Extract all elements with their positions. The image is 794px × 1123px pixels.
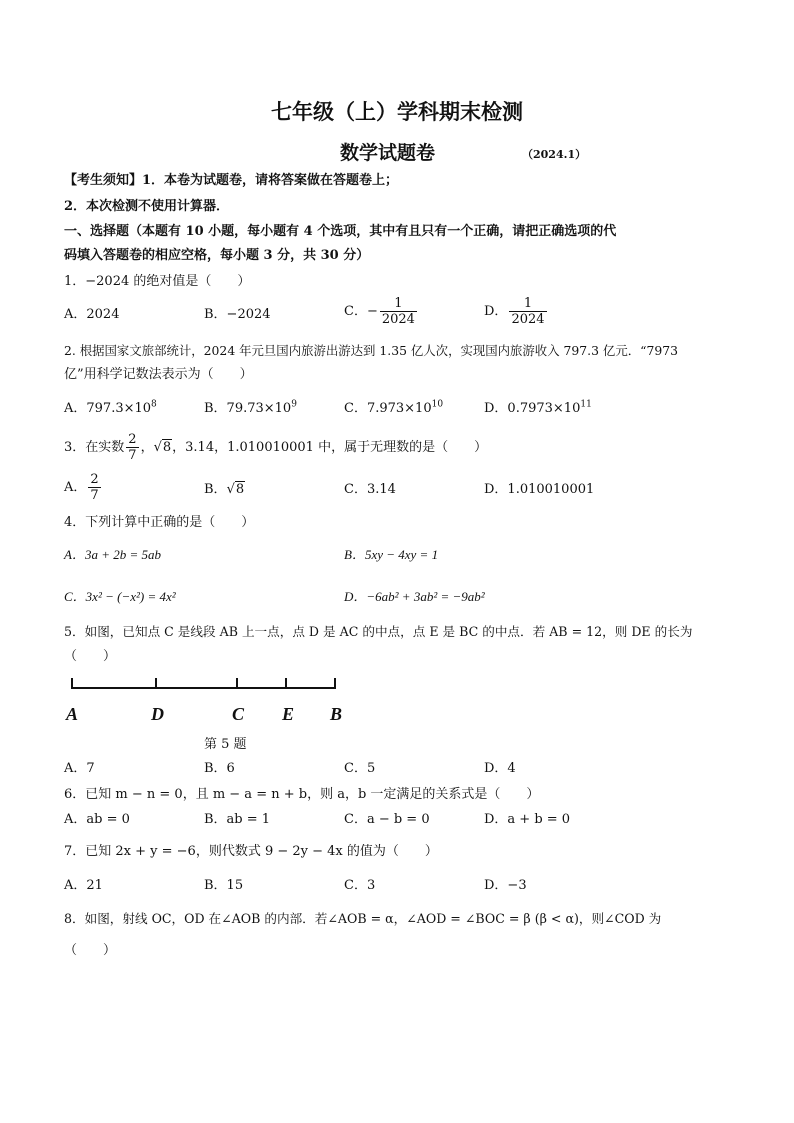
question-2-line-1: 2. 根据国家文旅部统计，2024 年元旦国内旅游出游达到 1.35 亿人次，实现国内旅游收入 797.3 亿元．“7973 [64, 343, 678, 358]
option-prefix: A． [64, 480, 87, 495]
question-4-option-d: D．−6ab² + 3ab² = −9ab² [344, 589, 485, 604]
question-5-segment-figure [60, 670, 360, 700]
option-exponent: 9 [291, 399, 297, 410]
question-4-option-c: C．3x² − (−x²) = 4x² [64, 589, 176, 604]
question-3-fraction [126, 432, 138, 463]
fraction-denominator: 7 [90, 488, 99, 503]
question-5-line-1: 5．如图，已知点 C 是线段 AB 上一点，点 D 是 AC 的中点，点 E 是 BC 的中点．若 AB = 12，则 DE 的长为 [64, 624, 693, 639]
exam-title: 七年级（上）学科期末检测 [271, 99, 523, 124]
question-8-line-2: （ ） [64, 943, 117, 958]
question-4-option-a: A．3a + 2b = 5ab [64, 547, 161, 562]
option-exponent: 10 [431, 399, 444, 410]
option-text: D．0.7973×10 [484, 401, 581, 416]
notice-line-1: 【考生须知】1．本卷为试题卷，请将答案做在答题卷上； [64, 173, 399, 188]
question-5-line-2: （ ） [64, 649, 117, 664]
question-5-figure-caption: 第 5 题 [204, 737, 247, 752]
question-2-line-2: 亿”用科学记数法表示为（ ） [64, 367, 253, 382]
option-sqrt: √8 [226, 482, 245, 497]
question-1-option-d-fraction [509, 296, 546, 327]
exam-subtitle: 数学试题卷 [340, 142, 436, 164]
question-7-stem: 7．已知 2x + y = −6，则代数式 9 − 2y − 4x 的值为（ ） [64, 844, 438, 859]
point-label-b: B [330, 704, 343, 724]
question-5-option-d: D．4 [484, 761, 516, 776]
question-6-option-c: C．a − b = 0 [344, 812, 430, 827]
fraction-denominator: 7 [128, 448, 137, 463]
question-2-option-c [344, 400, 443, 418]
question-7-option-c: C．3 [344, 878, 376, 893]
separator: ， [140, 440, 154, 455]
question-1-stem: 1．−2024 的绝对值是（ ） [64, 274, 251, 289]
option-prefix: B． [204, 482, 227, 497]
option-exponent: 11 [580, 399, 592, 410]
section-1-heading-line-1: 一、选择题（本题有 10 小题，每小题有 4 个选项，其中有且只有一个正确，请把正确选项的代 [64, 224, 617, 239]
fraction-numerator: 1 [509, 296, 546, 312]
question-3-option-a [64, 472, 103, 503]
question-7-option-d: D．−3 [484, 878, 527, 893]
question-5-option-b: B．6 [204, 761, 235, 776]
fraction-denominator: 2024 [381, 312, 415, 327]
question-2-option-a [64, 400, 157, 418]
question-6-option-d: D．a + b = 0 [484, 812, 571, 827]
notice-line-2: 2．本次检测不使用计算器． [64, 199, 230, 214]
question-1-option-d-prefix: D． [484, 304, 508, 319]
question-4-option-b: B．5xy − 4xy = 1 [344, 547, 439, 562]
stem-text: ，3.14，1.010010001 中，属于无理数的是（ ） [172, 440, 488, 455]
fraction-numerator: 2 [128, 432, 137, 447]
question-3-sqrt: √8 [153, 440, 172, 455]
question-7-option-b: B．15 [204, 878, 244, 893]
point-label-d: D [151, 704, 164, 724]
question-7-option-a: A．21 [64, 878, 103, 893]
question-6-option-b: B．ab = 1 [204, 812, 271, 827]
question-1-option-c [344, 296, 419, 327]
fraction-denominator: 2024 [511, 312, 545, 327]
question-3-option-c: C．3.14 [344, 482, 396, 497]
question-4-stem: 4．下列计算中正确的是（ ） [64, 515, 255, 530]
question-1-option-c-prefix: C．− [344, 304, 378, 319]
question-5-option-a: A．7 [64, 761, 95, 776]
option-fraction [88, 472, 100, 503]
question-2-option-b [204, 400, 297, 418]
question-1-option-a: A．2024 [64, 307, 120, 322]
option-exponent: 8 [151, 399, 157, 410]
fraction-numerator: 2 [90, 472, 99, 487]
question-6-option-a: A．ab = 0 [64, 812, 130, 827]
question-3-option-d: D．1.010010001 [484, 482, 595, 497]
question-8-line-1: 8．如图，射线 OC，OD 在∠AOB 的内部．若∠AOB = α，∠AOD = ∠BOC = β (β < α)，则∠COD 为 [64, 911, 662, 926]
option-text: A．797.3×10 [64, 401, 152, 416]
point-label-a: A [66, 704, 79, 724]
option-text: B．79.73×10 [204, 401, 292, 416]
exam-date: （2024.1） [522, 148, 587, 161]
option-text: C．7.973×10 [344, 401, 432, 416]
question-1-option-c-fraction [380, 296, 417, 327]
point-label-e: E [282, 704, 295, 724]
sqrt-radicand: 8 [235, 482, 245, 497]
stem-text: 3．在实数 [64, 440, 125, 455]
fraction-numerator: 1 [380, 296, 417, 312]
question-6-stem: 6．已知 m − n = 0，且 m − a = n + b，则 a，b 一定满足的关系式是（ ） [64, 787, 540, 802]
question-1-option-b: B．−2024 [204, 307, 271, 322]
question-2-option-d [484, 400, 592, 418]
question-1-option-d [484, 296, 549, 327]
question-3-option-b [204, 481, 245, 499]
section-1-heading-line-2: 码填入答题卷的相应空格，每小题 3 分，共 30 分） [64, 248, 370, 263]
sqrt-radicand: 8 [162, 440, 172, 455]
question-3-stem [64, 432, 487, 463]
question-5-option-c: C．5 [344, 761, 376, 776]
point-label-c: C [232, 704, 245, 724]
